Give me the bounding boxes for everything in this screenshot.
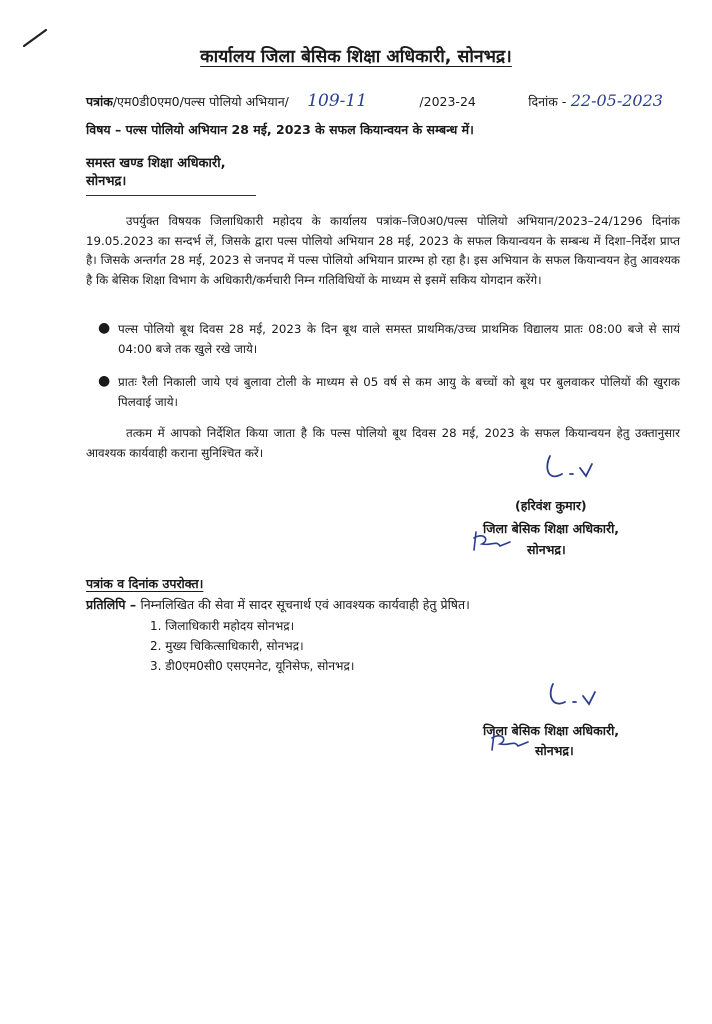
addressee-block: [86, 155, 226, 191]
body-paragraph: उपर्युक्त विषयक जिलाधिकारी महोदय के कार्यालय पत्रांक–जि0अ0/पल्स पोलियो अभियान/2023–24/1296 दिनांक 19.05.2023 का सन्दर्भ लें, जिसके द्वारा पल्स पोलियो अभियान 28 मई, 2023 के सफल कियान्वयन के सम्बन्ध में दिशा–निर्देश प्राप्त है। जिसके अन्तर्गत 28 मई, 2023 से जनपद में पल्स पोलियो अभियान प्रारम्भ हो रहा है। इस अभियान के सफल कियान्वयन हेतु आवश्यक है कि बेसिक शिक्षा विभाग के अधिकारी/कर्मचारी निम्न गतिविधियों के माध्यम से इसमें सकिय योगदान करेंगे।: [86, 214, 680, 287]
date-label: दिनांक -: [528, 94, 567, 109]
cc-list-item: 1. जिलाधिकारी महोदय सोनभद्र।: [150, 619, 295, 633]
closing-paragraph: तत्कम में आपको निर्देशित किया जाता है कि पल्स पोलियो बूथ दिवस 28 मई, 2023 के सफल कियान्वयन हेतु उक्तानुसार आवश्यक कार्यवाही कराना सुनिश्चित करें।: [86, 426, 680, 460]
bullet-marker: ●: [98, 373, 111, 389]
ref-body: /एम0डी0एम0/पल्स पोलियो अभियान/: [112, 94, 289, 109]
signatory-place: सोनभद्र।: [527, 542, 566, 557]
reference-line: [86, 91, 663, 111]
letter-heading: कार्यालय जिला बेसिक शिक्षा अधिकारी, सोनभद्र।: [200, 47, 512, 67]
ref-prefix: पत्रांक: [86, 94, 113, 109]
bullet-item: पल्स पोलियो बूथ दिवस 28 मई, 2023 के दिन बूथ वाले समस्त प्राथमिक/उच्च प्राथमिक विद्यालय प्रातः 08:00 बजे से सायं 04:00 बजे तक खुले रखे जाये।: [118, 322, 680, 356]
addressee-line-1: समस्त खण्ड शिक्षा अधिकारी,: [86, 156, 226, 171]
cc-intro: निम्नलिखित की सेवा में सादर सूचनार्थ एवं आवश्यक कार्यवाही हेतु प्रेषित।: [140, 597, 470, 612]
signatory2-place: सोनभद्र।: [535, 743, 574, 758]
signature-mark: [545, 680, 605, 720]
ref-year: /2023-24: [419, 94, 476, 109]
signature-mark: [540, 452, 600, 492]
cc-list-item: 3. डी0एम0सी0 एसएमनेट, यूनिसेफ, सोनभद्र।: [150, 659, 355, 673]
bullet-marker: ●: [98, 320, 111, 336]
ref-number-handwritten: 109-11: [307, 91, 368, 111]
cc-list-item: 2. मुख्य चिकित्साधिकारी, सोनभद्र।: [150, 639, 304, 653]
signatory-title: जिला बेसिक शिक्षा अधिकारी,: [483, 521, 620, 536]
signatory2-title: जिला बेसिक शिक्षा अधिकारी,: [483, 723, 620, 738]
initials-mark: [488, 730, 538, 758]
cc-line: [86, 596, 470, 613]
subject-line: विषय – पल्स पोलियो अभियान 28 मई, 2023 के सफल कियान्वयन के सम्बन्ध में।: [86, 122, 474, 137]
addressee-line-2: सोनभद्र।: [86, 174, 127, 189]
cc-label: प्रतिलिपि –: [86, 597, 137, 612]
initials-mark: [470, 528, 530, 558]
signatory-name: (हरिवंश कुमार): [515, 498, 587, 513]
cc-heading: पत्रांक व दिनांक उपरोक्त।: [86, 576, 204, 591]
divider: [86, 195, 256, 196]
date-handwritten: 22-05-2023: [570, 91, 663, 110]
bullet-item: प्रातः रैली निकाली जाये एवं बुलावा टोली के माध्यम से 05 वर्ष से कम आयु के बच्चों को बूथ पर बुलवाकर पोलियों की खुराक पिलवाई जाये।: [118, 375, 680, 409]
